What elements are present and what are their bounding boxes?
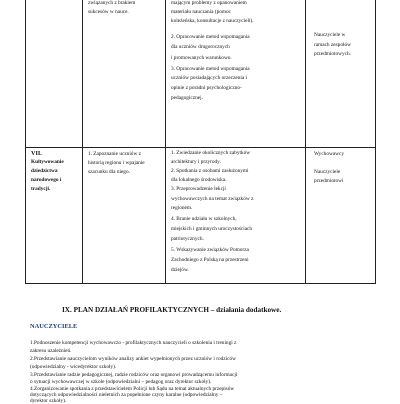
text-line: koleżeńska, konsultacje z nauczycieli).: [171, 18, 254, 24]
text-line: historią regionu i wpajanie: [88, 160, 145, 166]
table-col-divider-3: [305, 0, 306, 283]
text-line: Zachodniego z Polską na przestrzeni: [171, 257, 249, 263]
text-line: Kultywowanie: [31, 159, 64, 165]
text-line: 4.Zorganizowanie spotkania z przedstawicielem Policji lub Sądu na temat aktualnych przepisów: [30, 386, 235, 392]
text-line: o sytuacji wychowawczej w szkole (odpowiedzialni – pedagog oraz dyrektor szkoły).: [30, 379, 212, 385]
section-heading: IX. PLAN DZIAŁAŃ PROFILAKTYCZNYCH – działania dodatkowe.: [62, 306, 282, 314]
text-line: dla uczniów drugorocznych: [171, 44, 230, 50]
text-line: ramach zespołów: [314, 42, 351, 48]
text-line: 3. Przeprowadzenie lekcji: [171, 186, 226, 192]
text-line: przedmiotowi: [314, 178, 344, 184]
text-line: 3.Przedstawianie radzie pedagogicznej, radzie rodziców oraz organowi prowadzącemu informacji: [30, 372, 238, 378]
text-line: 4. Branie udziału w szkolnych,: [171, 216, 237, 222]
text-line: materiału nauczania (pomoc: [171, 9, 232, 15]
text-line: opinie z poradni psychologiczno-: [171, 85, 242, 91]
text-line: narodowego i: [31, 177, 62, 183]
table-col-divider-2: [165, 0, 166, 283]
table-bottom-border: [25, 283, 376, 284]
table-left-border: [25, 0, 26, 283]
text-line: związanych z brakiem: [88, 0, 136, 6]
text-line: wychowawczych na temat związków z: [171, 196, 254, 202]
text-line: przedmiotowych.: [314, 51, 351, 57]
text-line: 2.Przedstawianie nauczycielom wyników analizy ankiet wypełnionych przez uczniów i rodziców: [30, 356, 236, 362]
text-line: mającym problemy z opanowaniem: [171, 0, 247, 6]
text-line: 2. Opracowanie metod wspomagania: [171, 34, 250, 40]
section-subheading: NAUCZYCIELE: [30, 323, 78, 330]
text-line: regionem.: [171, 205, 193, 211]
text-line: szacunku dla niego.: [88, 169, 130, 175]
text-line: patriotycznych.: [171, 236, 204, 242]
row-number: VII.: [31, 150, 42, 157]
text-line: dyrektor szkoły).: [30, 398, 67, 404]
text-line: 5. Wskazywanie związków Pomorza: [171, 247, 249, 253]
table-col-divider-1: [82, 0, 83, 283]
text-line: sukcesów w nauce.: [88, 9, 129, 15]
table-right-border: [375, 0, 376, 283]
text-line: i promowanych warunkowo.: [171, 55, 232, 61]
text-line: 3. Opracowanie metod wspomagania: [171, 66, 250, 72]
text-line: dziedzictwa: [31, 168, 58, 174]
text-line: uczniów posiadających orzeczenia i: [171, 75, 248, 81]
text-line: dziejów.: [171, 267, 189, 273]
text-line: tradycji.: [31, 186, 51, 192]
text-line: (odpowiedzialny - wicedyrektor szkoły).: [30, 364, 117, 370]
text-line: dotyczących odpowiedzialności nieletnich za popełnione czyny karalne (odpowiedzialny –: [30, 392, 223, 398]
text-line: dla lokalnego środowiska.: [171, 177, 227, 183]
table-row-divider: [25, 147, 376, 148]
text-line: 1.Podnoszenie kompetencji wychowawczo - profilaktycznych nauczycieli o szkolenia i treningi z: [30, 340, 237, 346]
text-line: pedagogicznej.: [171, 95, 203, 101]
text-line: Nauczyciele w: [314, 32, 346, 38]
text-line: miejskich i gminnych uroczystościach: [171, 226, 253, 232]
text-line: 2. Spotkania z osobami zasłużonymi: [171, 168, 249, 174]
text-line: 1. Zwiedzanie okolicznych zabytków: [171, 150, 251, 156]
text-line: architektury i przyrody.: [171, 159, 221, 165]
text-line: Nauczyciele: [314, 169, 341, 175]
text-line: zakresu uzależnień.: [30, 348, 72, 354]
text-line: Wychowawcy: [314, 151, 344, 157]
text-line: 1. Zapoznanie uczniów z: [88, 151, 141, 157]
